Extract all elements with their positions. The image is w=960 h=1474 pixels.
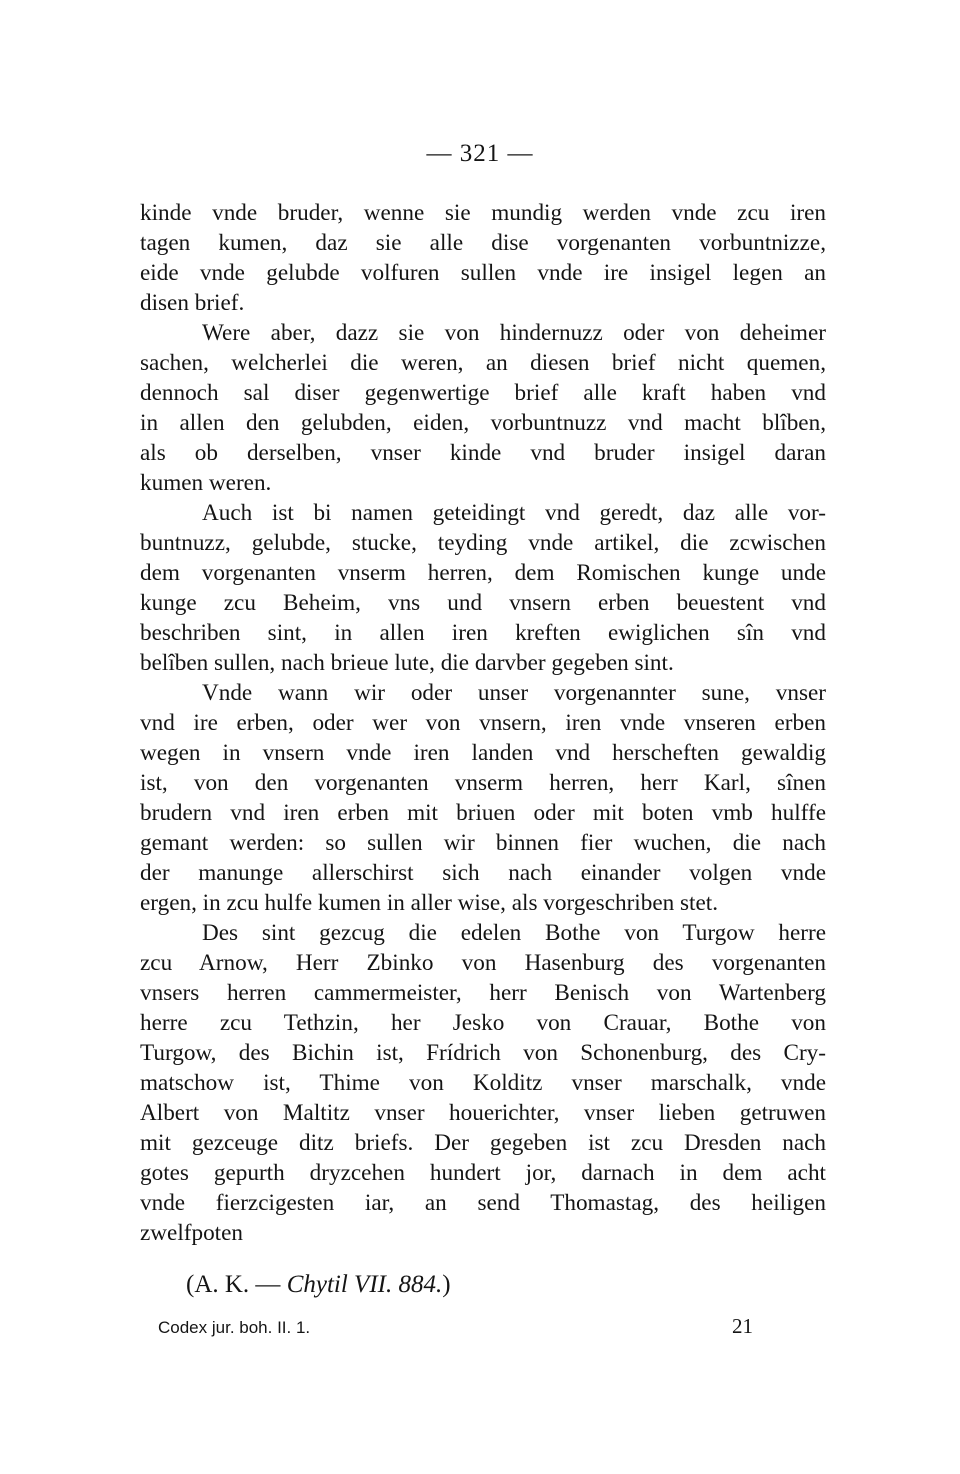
text-line: wegen in vnsern vnde iren landen vnd herscheften gewaldig [140,740,826,766]
text-line: matschow ist, Thime von Kolditz vnser marschalk, vnde [140,1070,826,1096]
text-line: gemant werden: so sullen wir binnen fier wuchen, die nach [140,830,826,856]
text-line: dennoch sal diser gegenwertige brief alle kraft haben vnd [140,380,826,406]
citation [186,1271,451,1299]
text-line: vnde fierzcigesten iar, an send Thomastag, des heiligen [140,1190,826,1216]
body-text [140,198,826,1248]
text-line: dem vorgenanten vnserm herren, dem Romischen kunge unde [140,560,826,586]
text-line: kinde vnde bruder, wenne sie mundig werden vnde zcu iren [140,200,826,226]
text-line: buntnuzz, gelubde, stucke, teyding vnde artikel, die zcwischen [140,530,826,556]
text-line: disen brief. [140,290,245,316]
text-line: tagen kumen, daz sie alle dise vorgenanten vorbuntnizze, [140,230,826,256]
text-line: zcu Arnow, Herr Zbinko von Hasenburg des vorgenanten [140,950,826,976]
text-line: ergen, in zcu hulfe kumen in aller wise, als vorgeschriben stet. [140,890,719,916]
text-line: in allen den gelubden, eiden, vorbuntnuzz vnd macht blîben, [140,410,826,436]
text-line: belîben sullen, nach brieue lute, die darvber gegeben sint. [140,650,674,676]
text-line: gotes gepurth dryzcehen hundert jor, darnach in dem acht [140,1160,826,1186]
text-line: eide vnde gelubde volfuren sullen vnde ire insigel legen an [140,260,826,286]
text-line: brudern vnd iren erben mit briuen oder mit boten vmb hulffe [140,800,826,826]
footer-signature: Codex jur. boh. II. 1. [158,1318,311,1337]
text-line: beschriben sint, in allen iren kreften ewiglichen sîn vnd [140,620,826,646]
text-line: mit gezceuge ditz briefs. Der gegeben ist zcu Dresden nach [140,1130,826,1156]
citation-reference: Chytil VII. 884. [286,1271,443,1298]
text-line: sachen, welcherlei die weren, an diesen brief nicht quemen, [140,350,826,376]
text-line: vnd ire erben, oder wer von vnsern, iren vnde vnseren erben [140,710,826,736]
text-line: der manunge allerschirst sich nach einander volgen vnde [140,860,826,886]
text-line: Des sint gezcug die edelen Bothe von Turgow herre [202,920,826,946]
text-line: kunge zcu Beheim, vns und vnsern erben beuestent vnd [140,590,826,616]
text-line: vnsers herren cammermeister, herr Benisch von Wartenberg [140,980,826,1006]
text-line: als ob derselben, vnser kinde vnd bruder insigel daran [140,440,826,466]
text-line: Auch ist bi namen geteidingt vnd geredt, daz alle vor- [202,500,826,526]
text-line: Albert von Maltitz vnser houerichter, vnser lieben getruwen [140,1100,826,1126]
page-number: — 321 — [426,140,534,167]
text-line: ist, von den vorgenanten vnserm herren, herr Karl, sînen [140,770,826,796]
citation-close: ) [442,1271,451,1298]
text-line: kumen weren. [140,470,272,496]
text-line: herre zcu Tethzin, her Jesko von Crauar, Bothe von [140,1010,826,1036]
footer-sheet-number: 21 [732,1314,753,1338]
text-line: Were aber, dazz sie von hindernuzz oder von deheimer [202,320,826,346]
text-line: Vnde wann wir oder unser vorgenannter sune, vnser [202,680,826,706]
text-line: zwelfpoten [140,1220,244,1246]
citation-source: (A. K. — [186,1271,281,1298]
text-line: Turgow, des Bichin ist, Frídrich von Schonenburg, des Cry- [140,1040,826,1066]
